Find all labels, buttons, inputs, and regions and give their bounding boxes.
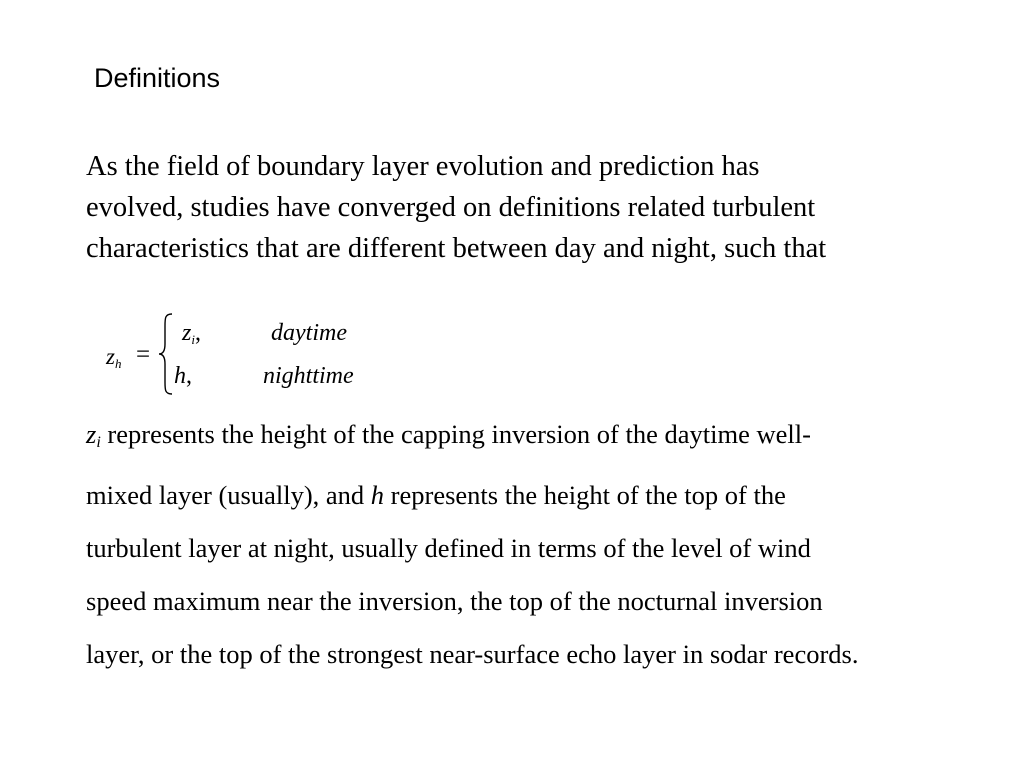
definition-paragraph bbox=[86, 408, 1016, 681]
equation-lhs bbox=[106, 344, 121, 377]
case-night-variable bbox=[174, 362, 192, 390]
intro-line-1: As the field of boundary layer evolution and prediction has bbox=[86, 151, 760, 182]
case-night-var: h bbox=[174, 363, 186, 389]
zi-var: z bbox=[86, 419, 97, 449]
intro-paragraph bbox=[86, 146, 1016, 269]
case-night-condition: nighttime bbox=[263, 363, 354, 389]
zi-symbol bbox=[86, 419, 101, 449]
left-brace-icon bbox=[156, 312, 176, 396]
intro-line-3: characteristics that are different between day and night, such that bbox=[86, 233, 827, 264]
case-day-comma: , bbox=[194, 320, 201, 346]
h-symbol: h bbox=[370, 480, 385, 510]
case-day-variable bbox=[182, 319, 201, 354]
zi-sub: i bbox=[96, 434, 101, 451]
definition-line-2 bbox=[86, 469, 1016, 522]
intro-line-2: evolved, studies have converged on definitions related turbulent bbox=[86, 192, 816, 223]
definition-line-5: layer, or the top of the strongest near-surface echo layer in sodar records. bbox=[86, 639, 859, 669]
equals-sign: = bbox=[136, 341, 151, 368]
case-day-var: z bbox=[182, 320, 192, 346]
definition-line-3: turbulent layer at night, usually defined in terms of the level of wind bbox=[86, 533, 811, 563]
definition-line-1-text: represents the height of the capping inversion of the daytime well- bbox=[100, 419, 811, 449]
piecewise-equation bbox=[100, 308, 400, 400]
case-day-sub: i bbox=[191, 332, 195, 347]
definition-line-4: speed maximum near the inversion, the top of the nocturnal inversion bbox=[86, 586, 823, 616]
lhs-variable: z bbox=[106, 344, 115, 369]
definition-line-2-pre: mixed layer (usually), and bbox=[86, 480, 371, 510]
case-day-condition: daytime bbox=[271, 320, 347, 346]
definition-line-2-post: represents the height of the top of the bbox=[384, 480, 786, 510]
definition-line-1 bbox=[86, 408, 1016, 469]
case-night-comma: , bbox=[186, 363, 192, 389]
slide-title: Definitions bbox=[94, 63, 221, 93]
lhs-subscript: h bbox=[114, 356, 122, 371]
